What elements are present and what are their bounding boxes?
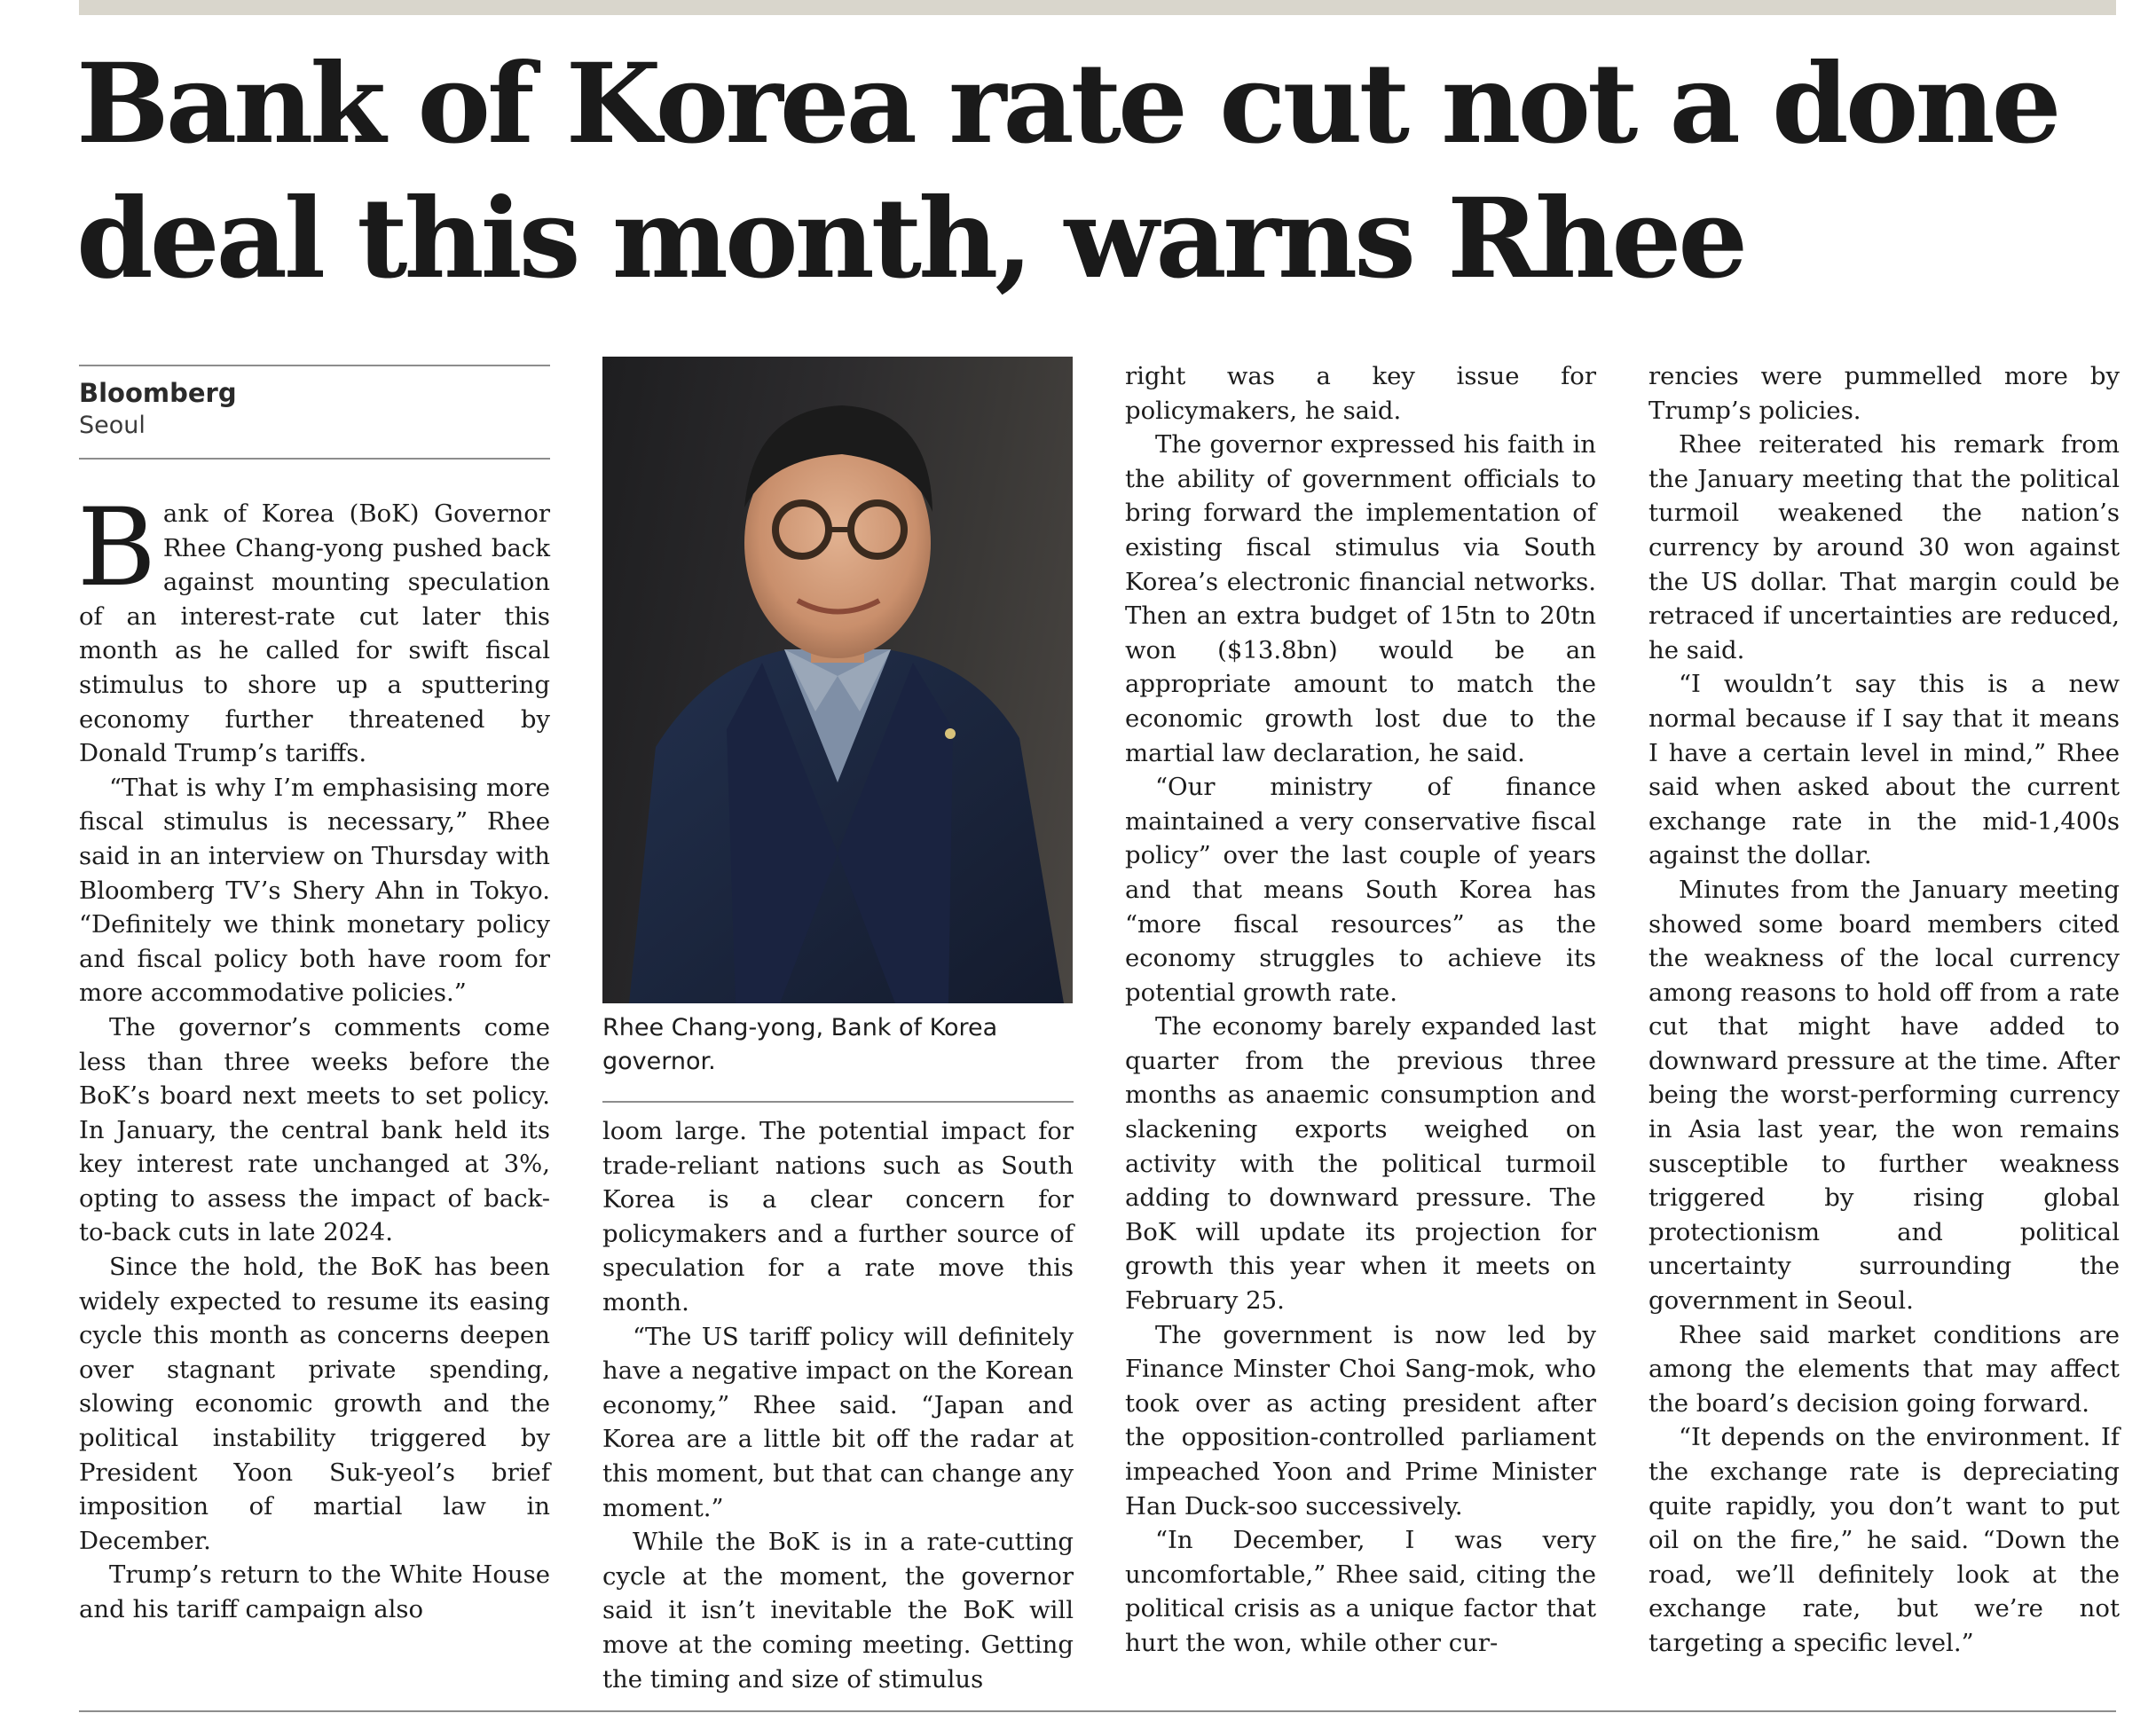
article-paragraph: The economy barely expanded last quarter from the previous three months as anaemic consumption and slackening exports weighed on activity with the political turmoil adding to downward pressure. The BoK will update its projection for growth this year when it meets on February 25. bbox=[1125, 1012, 1596, 1316]
article-paragraph: Minutes from the January meeting showed some board members cited the weakness of the local currency among reasons to hold off from a rate cut that might have added to downward pressure at the time. After being the worst-performing currency in Asia last year, the won remains susceptible to further weakness triggered by rising global protectionism and political uncertainty surrounding the government in Seoul. bbox=[1648, 875, 2120, 1316]
article-paragraph: loom large. The potential impact for trade-reliant nations such as South Korea is a clear concern for policymakers and a further source of speculation for a rate move this month. bbox=[602, 1117, 1074, 1316]
lead-paragraph-text: ank of Korea (BoK) Governor Rhee Chang-yong pushed back against mounting speculation of an interest-rate cut later this month as he called for swift fiscal stimulus to shore up a sputtering economy further threatened by Donald Trump’s tariffs. bbox=[79, 499, 550, 768]
article-paragraph: Rhee reiterated his remark from the January meeting that the political turmoil weakened the nation’s currency by around 30 won against the US dollar. That margin could be retraced if uncertainties are reduced, he said. bbox=[1648, 430, 2120, 664]
article-paragraph: The government is now led by Finance Minster Choi Sang-mok, who took over as acting president after the opposition-controlled parliament impeached Yoon and Prime Minister Han Duck-soo successively. bbox=[1125, 1320, 1596, 1521]
top-color-band bbox=[79, 0, 2116, 15]
caption-rule bbox=[602, 1101, 1074, 1103]
byline-top-rule bbox=[79, 365, 550, 366]
article-paragraph: The governor’s comments come less than three weeks before the BoK’s board next meets to set policy. In January, the central bank held its key interest rate unchanged at 3%, opting to assess the impact of back-to-back cuts in late 2024. bbox=[79, 1012, 550, 1247]
article-paragraph: Rhee said market conditions are among the elements that may affect the board’s decision going forward. bbox=[1648, 1320, 2120, 1418]
byline bbox=[79, 376, 550, 442]
article-column-3 bbox=[1125, 359, 1596, 1661]
bottom-rule bbox=[79, 1710, 2116, 1712]
article-paragraph: Since the hold, the BoK has been widely expected to resume its easing cycle this month as concerns deepen over stagnant private spending, slowing economic growth and the political instability triggered by President Yoon Suk-yeol’s brief imposition of martial law in December. bbox=[79, 1253, 550, 1555]
article-paragraph: “Our ministry of finance maintained a very conservative fiscal policy” over the last couple of years and that means South Korea has “more fiscal resources” as the economy struggles to achieve its potential growth rate. bbox=[1125, 773, 1596, 1007]
byline-agency: Bloomberg bbox=[79, 378, 237, 408]
photo-caption: Rhee Chang-yong, Bank of Korea governor. bbox=[602, 1014, 998, 1075]
article-column-4 bbox=[1648, 359, 2120, 1661]
lead-paragraph bbox=[77, 485, 550, 771]
article-column-2 bbox=[602, 1114, 1074, 1696]
byline-place: Seoul bbox=[79, 412, 146, 439]
article-paragraph: “The US tariff policy will definitely have a negative impact on the Korean economy,” Rhee said. “Japan and Korea are a little bit off the radar at this moment, but that can change any moment.” bbox=[602, 1322, 1074, 1522]
drop-cap: B bbox=[77, 485, 156, 610]
article-column-1 bbox=[77, 485, 550, 1627]
article-paragraph: “I wouldn’t say this is a new normal because if I say that it means I have a certain level in mind,” Rhee said when asked about the current exchange rate in the mid-1,400s against the dollar. bbox=[1648, 670, 2120, 870]
article-paragraph: Trump’s return to the White House and his tariff campaign also bbox=[79, 1560, 550, 1623]
article-paragraph: The governor expressed his faith in the ability of government officials to bring forward the implementation of existing fiscal stimulus via South Korea’s electronic financial networks. Then an extra budget of 15tn to 20tn won ($13.8bn) would be an appropriate amount to match the economic growth lost due to the martial law declaration, he said. bbox=[1125, 430, 1596, 767]
portrait-illustration bbox=[602, 357, 1073, 1003]
rhee-portrait-photo bbox=[602, 357, 1073, 1003]
byline-bottom-rule bbox=[79, 458, 550, 460]
article-paragraph: “In December, I was very uncomfortable,” Rhee said, citing the political crisis as a unique factor that hurt the won, while other cur- bbox=[1125, 1526, 1596, 1657]
article-paragraph: “That is why I’m emphasising more fiscal stimulus is necessary,” Rhee said in an interview on Thursday with Bloomberg TV’s Shery Ahn in Tokyo. “Definitely we think monetary policy and fiscal policy both have room for more accommodative policies.” bbox=[79, 773, 550, 1008]
article-paragraph: While the BoK is in a rate-cutting cycle at the moment, the governor said it isn’t inevitable the BoK will move at the coming meeting. Getting the timing and size of stimulus bbox=[602, 1528, 1074, 1694]
article-paragraph: right was a key issue for policymakers, he said. bbox=[1125, 362, 1596, 425]
article-paragraph: “It depends on the environment. If the exchange rate is depreciating quite rapidly, you don’t want to put oil on the fire,” he said. “Down the road, we’ll definitely look at the exchange rate, but we’re not targeting a specific level.” bbox=[1648, 1423, 2120, 1657]
headline: Bank of Korea rate cut not a done deal this month, warns Rhee bbox=[76, 40, 2058, 303]
article-paragraph: rencies were pummelled more by Trump’s policies. bbox=[1648, 362, 2120, 425]
